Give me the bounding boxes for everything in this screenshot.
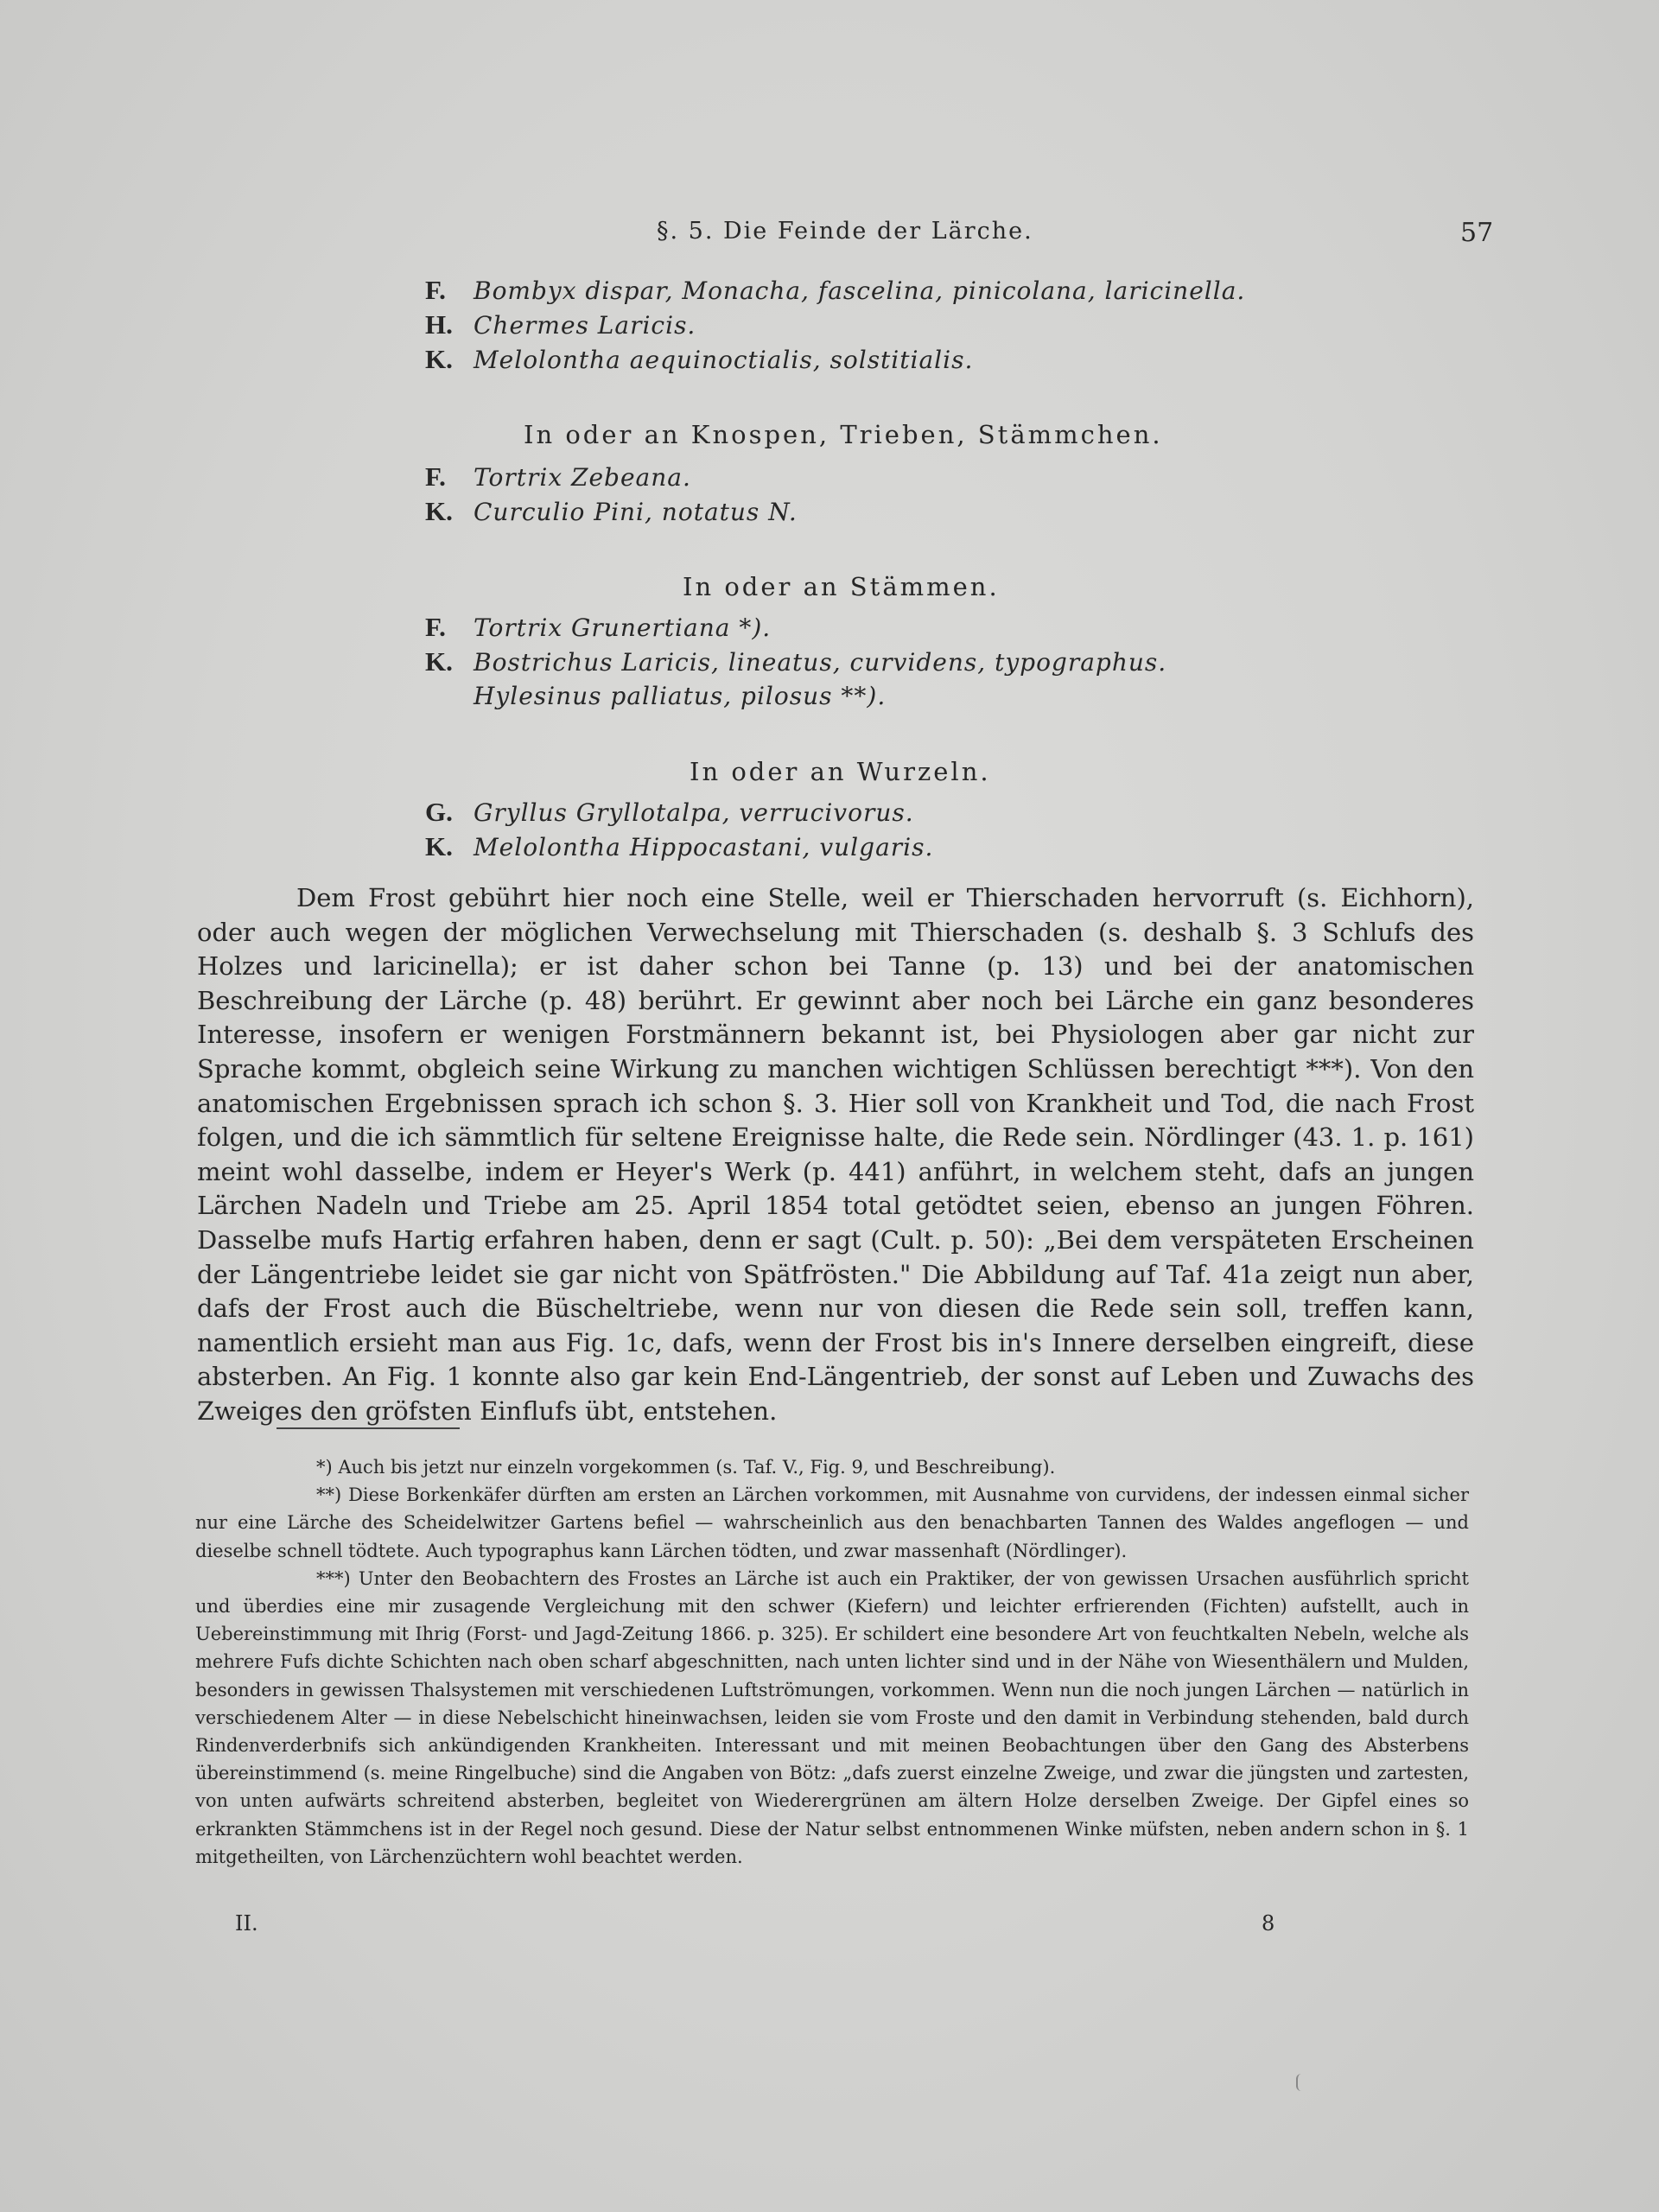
list-item (425, 645, 1166, 679)
order-key: H. (425, 309, 453, 340)
order-key: K. (425, 496, 453, 526)
species-names: Bombyx dispar, Monacha, fascelina, pinicolana, laricinella. (474, 276, 1246, 305)
footnote: **) Diese Borkenkäfer dürften am ersten an Lärchen vorkommen, mit Ausnahme von curvidens, der indessen einmal sicher nur eine Lärche des Scheidelwitzer Gartens befiel — wahrscheinlich aus den benachbarten Tannen des Waldes angeflogen — und dieselbe schnell tödtete. Auch typographus kann Lärchen tödten, und zwar massenhaft (Nördlinger). (195, 1484, 1469, 1561)
order-key: K. (425, 646, 453, 677)
page-number: 57 (1460, 218, 1494, 248)
order-key: K. (425, 344, 453, 374)
running-header-title: §. 5. Die Feinde der Lärche. (657, 218, 1033, 245)
list-item (425, 679, 1166, 714)
species-names: Hylesinus palliatus, pilosus **). (474, 682, 887, 710)
order-key: F. (425, 612, 446, 642)
species-names: Tortrix Zebeana. (474, 463, 691, 492)
species-names: Chermes Laricis. (474, 311, 696, 340)
species-list (425, 795, 933, 864)
list-item (425, 308, 1245, 342)
species-names: Melolontha aequinoctialis, solstitialis. (474, 346, 974, 374)
species-names: Bostrichus Laricis, lineatus, curvidens, typographus. (474, 648, 1167, 677)
footnote: *) Auch bis jetzt nur einzeln vorgekommen (s. Taf. V., Fig. 9, und Beschreibung). (316, 1457, 1056, 1478)
order-key: G. (425, 797, 453, 827)
body-text (197, 881, 1474, 1429)
species-names: Curculio Pini, notatus N. (474, 498, 798, 526)
list-item (425, 795, 933, 830)
list-item (425, 494, 798, 529)
footnote: ***) Unter den Beobachtern des Frostes an Lärche ist auch ein Praktiker, der von gewissen Ursachen ausführlich spricht und überdies eine mir zusagende Vergleichung mit den schwer (Kiefern) und leichter erfrierenden (Fichten) aufstellt, auch in Uebereinstimmung mit Ihrig (Forst- und Jagd-Zeitung 1866. p. 325). Er schildert eine besondere Art von feuchtkalten Nebeln, welche als mehrere Fufs dichte Schichten nach oben scharf abgeschnitten, nach unten lichter sind und in der Nähe von Wiesenthälern und Mulden, besonders in gewissen Thalsystemen mit verschiedenen Luftströmungen, vorkommen. Wenn nun die noch jungen Lärchen — natürlich in verschiedenem Alter — in diese Nebelschicht hineinwachsen, leiden sie vom Froste und den damit in Verbindung stehenden, bald durch Rindenverderbnifs sich ankündigenden Krankheiten. Interessant und mit meinen Beobachtungen über den Gang des Absterbens übereinstimmend (s. meine Ringelbuche) sind die Angaben von Bötz: „dafs zuerst einzelne Zweige, und zwar die jüngsten und zartesten, von unten aufwärts schreitend absterben, begleitet von Wiederergrünen am ältern Holze derselben Zweige. Der Gipfel eines so erkrankten Stämmchens ist in der Regel noch gesund. Diese der Natur selbst entnommenen Winke müfsten, neben andern schon in §. 1 mitgetheilten, von Lärchenzüchtern wohl beachtet werden. (195, 1567, 1469, 1867)
species-names: Tortrix Grunertiana *). (474, 613, 772, 642)
list-item (425, 460, 798, 494)
footnotes (195, 1453, 1469, 1871)
pencil-mark (1296, 2074, 1306, 2091)
footnote-separator (276, 1427, 460, 1429)
species-names: Gryllus Gryllotalpa, verrucivorus. (474, 798, 914, 827)
list-item (425, 830, 933, 864)
sheet-signature: 8 (1262, 1911, 1275, 1936)
order-key: K. (425, 831, 453, 861)
list-item (425, 610, 1166, 645)
order-key: F. (425, 275, 446, 305)
section-heading: In oder an Knospen, Trieben, Stämmchen. (524, 420, 1163, 449)
species-list (425, 610, 1166, 714)
section-heading: In oder an Stämmen. (683, 572, 1000, 601)
list-item (425, 273, 1245, 308)
species-list (425, 460, 798, 529)
species-names: Melolontha Hippocastani, vulgaris. (474, 833, 934, 861)
body-paragraph: Dem Frost gebührt hier noch eine Stelle, weil er Thierschaden hervorruft (s. Eichhorn), oder auch wegen der möglichen Verwechselung mit Thierschaden (s. deshalb §. 3 Schlufs des Holzes und laricinella); er ist daher schon bei Tanne (p. 13) und bei der anatomischen Beschreibung der Lärche (p. 48) berührt. Er gewinnt aber noch bei Lärche ein ganz besonderes Interesse, insofern er wenigen Forstmännern bekannt ist, bei Physiologen aber gar nicht zur Sprache kommt, obgleich seine Wirkung zu manchen wichtigen Schlüssen berechtigt ***). Von den anatomischen Ergebnissen sprach ich schon §. 3. Hier soll von Krankheit und Tod, die nach Frost folgen, und die ich sämmtlich für seltene Ereignisse halte, die Rede sein. Nördlinger (43. 1. p. 161) meint wohl dasselbe, indem er Heyer's Werk (p. 441) anführt, in welchem steht, dafs an jungen Lärchen Nadeln und Triebe am 25. April 1854 total getödtet seien, ebenso an jungen Föhren. Dasselbe mufs Hartig erfahren haben, denn er sagt (Cult. p. 50): „Bei dem verspäteten Erscheinen der Längentriebe leidet sie gar nicht von Spätfrösten." Die Abbildung auf Taf. 41a zeigt nun aber, dafs der Frost auch die Büscheltriebe, wenn nur von diesen die Rede sein soll, treffen kann, namentlich ersieht man aus Fig. 1c, dafs, wenn der Frost bis in's Innere derselben eingreift, diese absterben. An Fig. 1 konnte also gar kein End-Längentrieb, der sonst auf Leben und Zuwachs des Zweiges den gröfsten Einflufs übt, entstehen. (197, 883, 1474, 1426)
volume-signature: II. (235, 1911, 258, 1936)
list-item (425, 342, 1245, 377)
species-list-top (425, 273, 1245, 377)
order-key: F. (425, 461, 446, 492)
section-heading: In oder an Wurzeln. (690, 757, 991, 786)
